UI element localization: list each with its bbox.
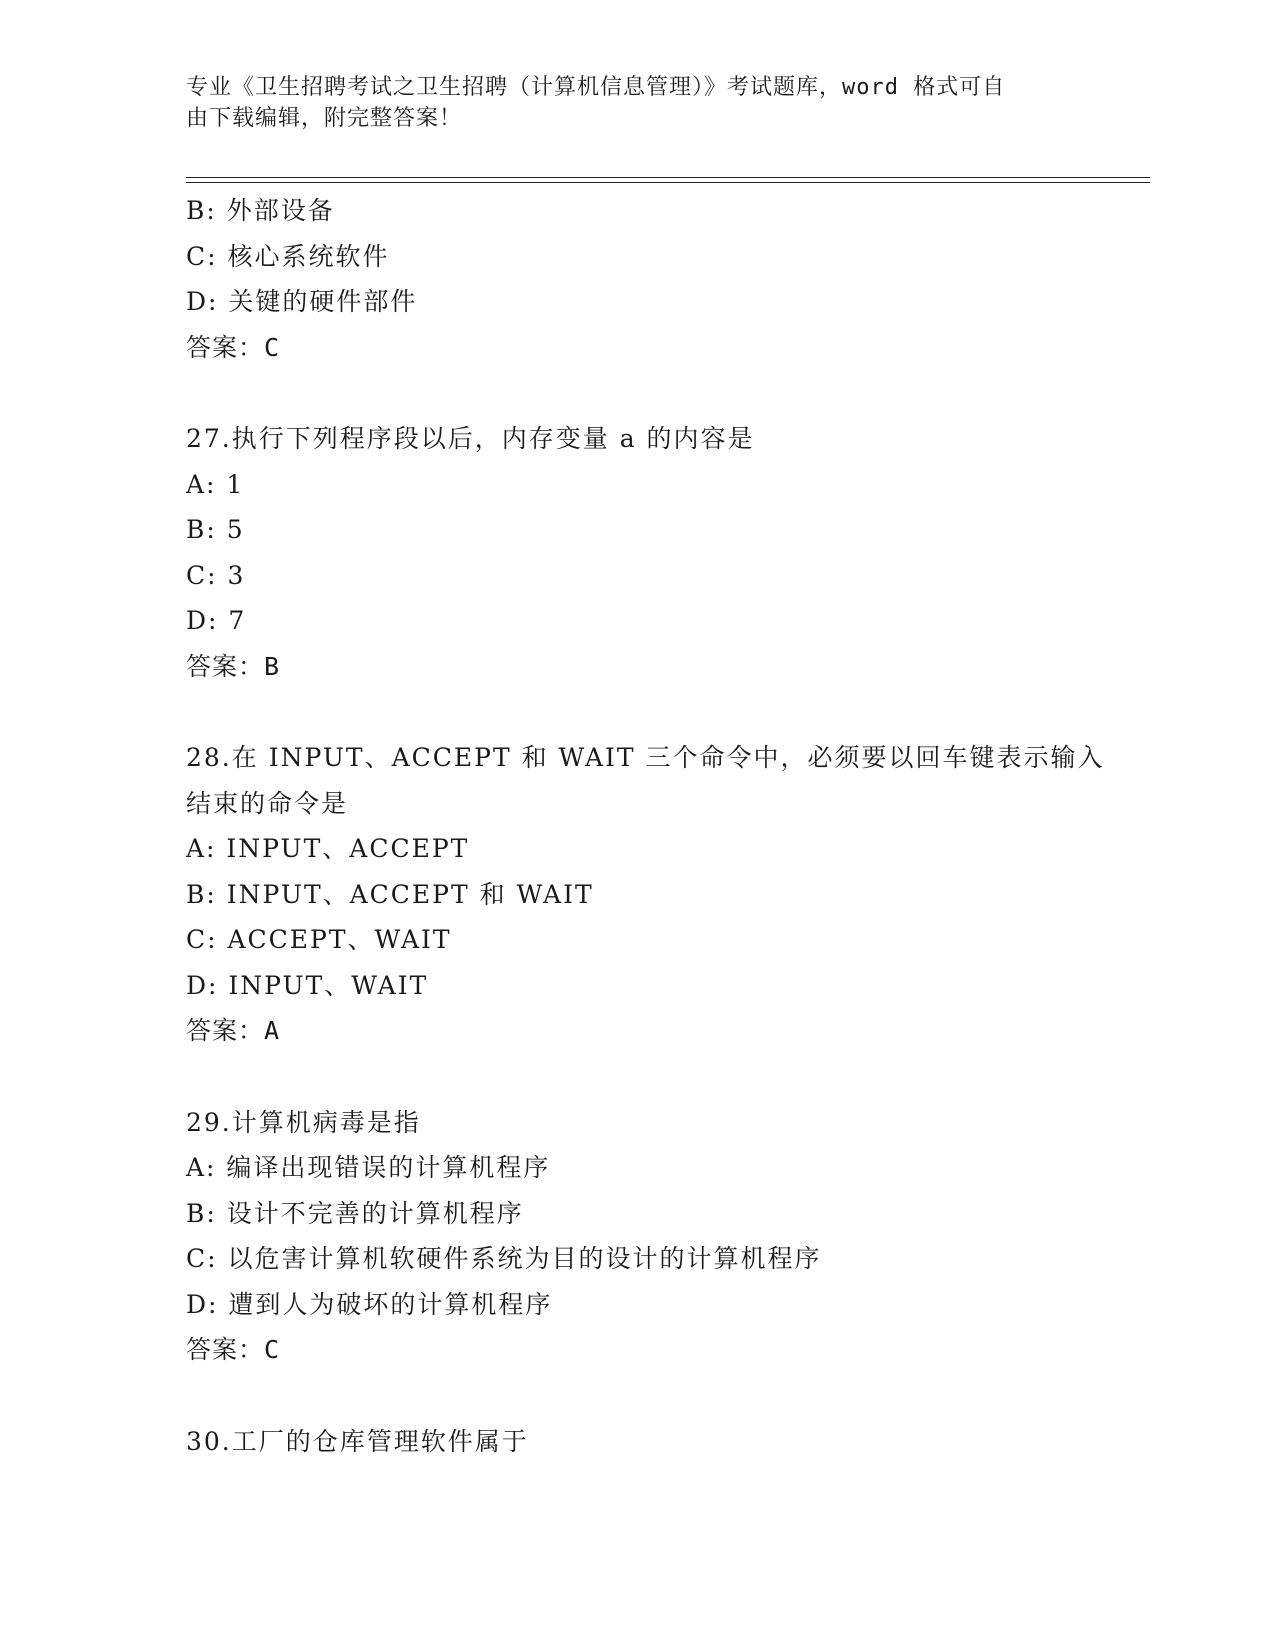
- option-c: C: 核心系统软件: [186, 241, 390, 271]
- option-d: D: 关键的硬件部件: [186, 287, 418, 316]
- option-d: D: 7: [186, 606, 247, 635]
- option-a: A: 编译出现错误的计算机程序: [186, 1153, 551, 1182]
- option-c: C: ACCEPT、WAIT: [186, 925, 452, 954]
- question-block-28: [186, 735, 1105, 1054]
- answer-label: 答案：B: [186, 651, 281, 681]
- header-line-2: 由下载编辑，附完整答案！: [186, 106, 463, 131]
- header-line-1: 专业《卫生招聘考试之卫生招聘（计算机信息管理）》考试题库，word 格式可自: [186, 75, 1006, 100]
- option-a: A: INPUT、ACCEPT: [186, 834, 470, 863]
- option-c: C: 以危害计算机软硬件系统为目的设计的计算机程序: [186, 1244, 822, 1273]
- question-stem: 29.计算机病毒是指: [186, 1107, 421, 1137]
- option-b: B: 设计不完善的计算机程序: [186, 1198, 524, 1228]
- question-block-27: [186, 416, 1086, 689]
- header-divider-bottom: [186, 182, 1150, 183]
- question-stem-line-2: 结束的命令是: [186, 788, 349, 818]
- answer-label: 答案：C: [186, 332, 281, 362]
- question-list: [186, 188, 1105, 1464]
- page-header: [186, 72, 1066, 134]
- option-d: D: INPUT、WAIT: [186, 970, 429, 1000]
- header-divider-top: [186, 177, 1150, 178]
- option-b: B: 外部设备: [186, 196, 335, 225]
- question-block-29: [186, 1100, 1086, 1373]
- option-a: A: 1: [186, 469, 245, 499]
- answer-label: 答案：A: [186, 1016, 281, 1045]
- option-b: B: 5: [186, 515, 245, 544]
- question-stem: 30.工厂的仓库管理软件属于: [186, 1426, 529, 1456]
- question-stem: 27.执行下列程序段以后，内存变量 a 的内容是: [186, 424, 755, 453]
- option-c: C: 3: [186, 560, 246, 590]
- answer-label: 答案：C: [186, 1335, 281, 1364]
- question-block-26: [186, 188, 1086, 370]
- question-block-30: [186, 1419, 1086, 1465]
- option-d: D: 遭到人为破坏的计算机程序: [186, 1289, 553, 1319]
- option-b: B: INPUT、ACCEPT 和 WAIT: [186, 879, 594, 909]
- question-stem-line-1: 28.在 INPUT、ACCEPT 和 WAIT 三个命令中，必须要以回车键表示输入: [186, 743, 1105, 772]
